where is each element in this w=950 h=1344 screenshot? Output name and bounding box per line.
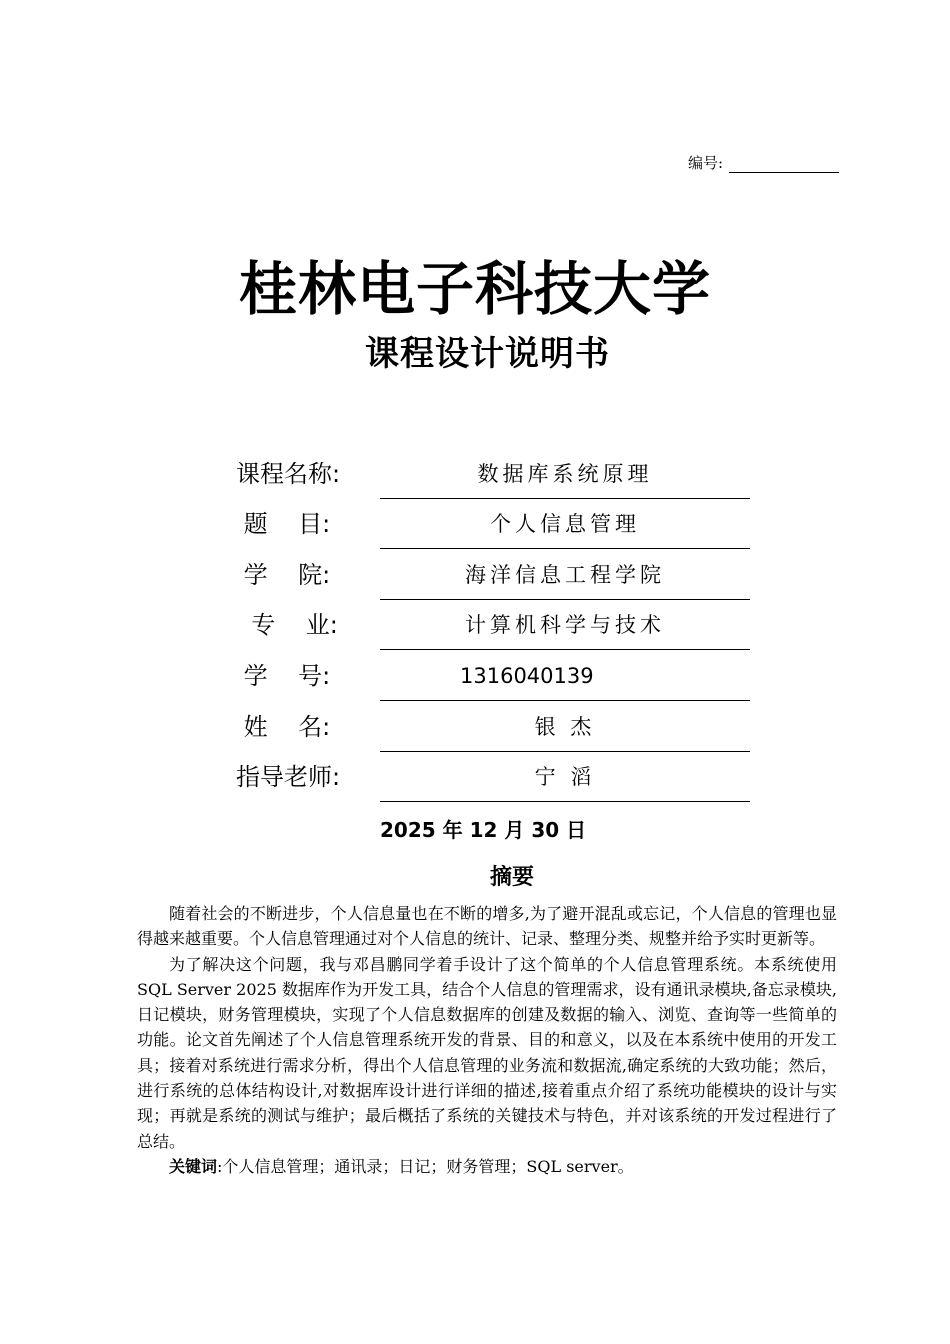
info-value: 银 杰 <box>380 713 750 752</box>
info-label: 学 号: <box>236 661 331 690</box>
info-value: 数据库系统原理 <box>380 460 750 499</box>
info-value: 海洋信息工程学院 <box>380 561 750 600</box>
info-label: 课程名称: <box>236 459 341 488</box>
document-type-title: 课程设计说明书 <box>365 334 610 374</box>
info-value: 1316040139 <box>380 662 750 701</box>
info-row-advisor <box>236 752 756 803</box>
abstract-body <box>137 901 837 1179</box>
info-row-course <box>236 448 756 499</box>
info-row-student-id <box>236 650 756 701</box>
keywords-line <box>137 1154 837 1179</box>
info-label: 题 目: <box>236 510 331 539</box>
serial-number-field <box>688 148 839 173</box>
info-value: 计算机科学与技术 <box>380 611 750 650</box>
submission-date: 2025 年 12 月 30 日 <box>380 818 587 842</box>
university-name: 桂林电子科技大学 <box>238 255 711 323</box>
cover-info-table <box>236 448 756 802</box>
info-row-topic <box>236 499 756 550</box>
serial-number-label: 编号: <box>688 154 724 172</box>
info-label: 指导老师: <box>236 763 341 792</box>
abstract-paragraph: 随着社会的不断进步，个人信息量也在不断的增多,为了避开混乱或忘记，个人信息的管理也显得越来越重要。个人信息管理通过对个人信息的统计、记录、整理分类、规整并给予实时更新等。 <box>137 904 837 949</box>
info-value: 宁 滔 <box>380 763 750 802</box>
keywords-text: :个人信息管理；通讯录；日记；财务管理；SQL server。 <box>217 1156 634 1176</box>
abstract-paragraph: 为了解决这个问题，我与邓昌鹏同学着手设计了这个简单的个人信息管理系统。本系统使用SQL Server 2025 数据库作为开发工具，结合个人信息的管理需求，设有通讯录模块,备忘录模块,日记模块，财务管理模块，实现了个人信息数据库的创建及数据的输入、浏览、查询等一些简单的功能。论文首先阐述了个人信息管理系统开发的背景、目的和意义，以及在本系统中使用的开发工具；接着对系统进行需求分析，得出个人信息管理的业务流和数据流,确定系统的大致功能；然后，进行系统的总体结构设计,对数据库设计进行详细的描述,接着重点介绍了系统功能模块的设计与实现；再就是系统的测试与维护；最后概括了系统的关键技术与特色，并对该系统的开发过程进行了总结。 <box>137 954 837 1151</box>
abstract-title: 摘要 <box>489 865 534 890</box>
info-row-name <box>236 701 756 752</box>
serial-number-blank <box>729 148 839 173</box>
info-label: 专 业: <box>236 611 338 640</box>
info-row-college <box>236 549 756 600</box>
info-label: 姓 名: <box>236 712 331 741</box>
info-row-major <box>236 600 756 651</box>
keywords-label: 关键词 <box>169 1156 218 1176</box>
info-label: 学 院: <box>236 560 331 589</box>
info-value: 个人信息管理 <box>380 510 750 549</box>
